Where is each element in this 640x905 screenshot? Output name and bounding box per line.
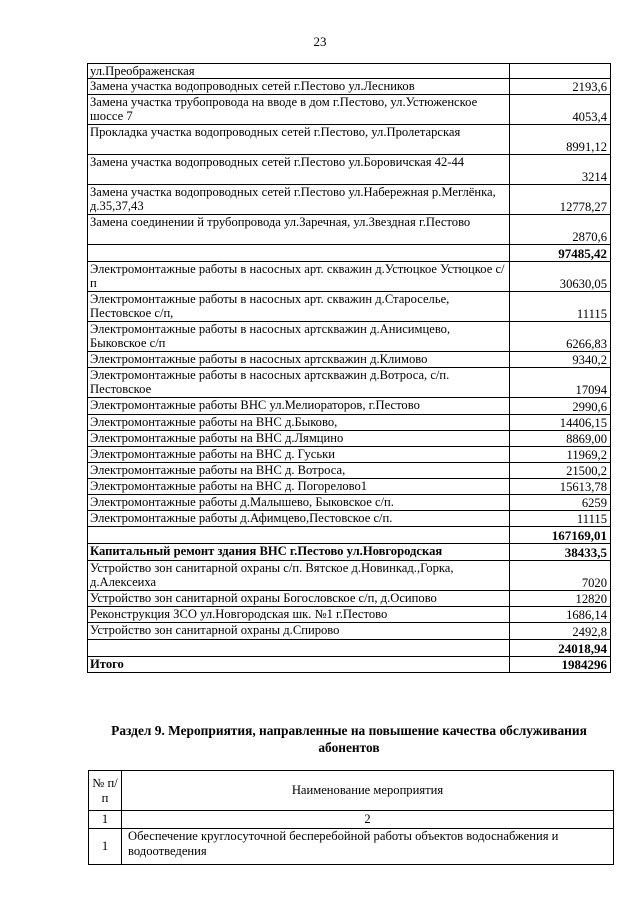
work-description: Электромонтажные работы ВНС ул.Мелиораторов, г.Пестово [88, 398, 510, 415]
work-description: Прокладка участка водопроводных сетей г.Пестово, ул.Пролетарская [88, 125, 510, 155]
work-description: Замена участка водопроводных сетей г.Пестово ул.Лесников [88, 79, 510, 95]
cost-value: 2990,6 [510, 398, 611, 415]
cost-row [88, 591, 611, 607]
cost-value: 9340,2 [510, 352, 611, 368]
cost-value [510, 64, 611, 79]
cost-value: 12778,27 [510, 185, 611, 215]
cost-value: 30630,05 [510, 262, 611, 292]
index-cell-2: 2 [122, 811, 614, 829]
cost-row [88, 352, 611, 368]
cost-row [88, 79, 611, 95]
cost-value: 11969,2 [510, 447, 611, 463]
work-description [88, 640, 510, 657]
cost-row [88, 415, 611, 431]
cost-row [88, 623, 611, 640]
work-description: Устройство зон санитарной охраны Богословское с/п, д.Осипово [88, 591, 510, 607]
cost-value: 97485,42 [510, 245, 611, 262]
cost-value: 38433,5 [510, 544, 611, 561]
work-description: Электромонтажные работы на ВНС д.Быково, [88, 415, 510, 431]
work-description: Капитальный ремонт здания ВНС г.Пестово ул.Новгородская [88, 544, 510, 561]
cost-row [88, 511, 611, 527]
cost-row [88, 95, 611, 125]
cost-table [87, 63, 611, 673]
work-description: Электромонтажные работы в насосных артскважин д.Климово [88, 352, 510, 368]
work-description: Итого [88, 657, 510, 673]
work-description: ул.Преображенская [88, 64, 510, 79]
work-description [88, 527, 510, 544]
work-description: Электромонтажные работы в насосных артскважин д.Вотроса, с/п. Пестовское [88, 368, 510, 398]
work-description: Замена соединении й трубопровода ул.Заречная, ул.Звездная г.Пестово [88, 215, 510, 245]
cost-row [88, 657, 611, 673]
cost-row [88, 527, 611, 544]
cost-value: 24018,94 [510, 640, 611, 657]
cost-row [88, 292, 611, 322]
cost-row [88, 64, 611, 79]
cost-row [88, 479, 611, 495]
cost-value: 12820 [510, 591, 611, 607]
cost-value: 17094 [510, 368, 611, 398]
measures-header-row [89, 771, 614, 811]
work-description: Электромонтажные работы д.Афимцево,Пестовское с/п. [88, 511, 510, 527]
header-number: № п/п [89, 771, 122, 811]
cost-value: 8991,12 [510, 125, 611, 155]
work-description: Замена участка водопроводных сетей г.Пестово ул.Боровичская 42-44 [88, 155, 510, 185]
work-description: Устройство зон санитарной охраны д.Спирово [88, 623, 510, 640]
cost-row [88, 368, 611, 398]
cost-row [88, 431, 611, 447]
work-description: Замена участка водопроводных сетей г.Пестово ул.Набережная р.Меглёнка, д.35,37,43 [88, 185, 510, 215]
cost-value: 14406,15 [510, 415, 611, 431]
cost-value: 7020 [510, 561, 611, 591]
cost-row [88, 447, 611, 463]
measure-number: 1 [89, 829, 122, 865]
cost-row [88, 262, 611, 292]
measure-name: Обеспечение круглосуточной бесперебойной работы объектов водоснабжения и водоотведения [122, 829, 614, 865]
cost-row [88, 640, 611, 657]
page-number: 23 [313, 34, 327, 49]
cost-value: 2193,6 [510, 79, 611, 95]
work-description: Замена участка трубопровода на вводе в дом г.Пестово, ул.Устюженское шоссе 7 [88, 95, 510, 125]
cost-row [88, 398, 611, 415]
cost-row [88, 322, 611, 352]
work-description: Реконструкция ЗСО ул.Новгородская шк. №1 г.Пестово [88, 607, 510, 623]
cost-value: 4053,4 [510, 95, 611, 125]
cost-row [88, 125, 611, 155]
cost-value: 21500,2 [510, 463, 611, 479]
cost-value: 6259 [510, 495, 611, 511]
cost-value: 167169,01 [510, 527, 611, 544]
cost-row [88, 607, 611, 623]
work-description: Электромонтажные работы на ВНС д. Вотроса, [88, 463, 510, 479]
section-9-heading: Раздел 9. Мероприятия, направленные на повышение качества обслуживания абонентов [111, 723, 587, 755]
cost-row [88, 561, 611, 591]
work-description: Электромонтажные работы д.Малышево, Быковское с/п. [88, 495, 510, 511]
cost-value: 11115 [510, 511, 611, 527]
work-description: Электромонтажные работы на ВНС д. Гуськи [88, 447, 510, 463]
work-description: Электромонтажные работы в насосных арт. скважин д.Староселье, Пестовское с/п, [88, 292, 510, 322]
cost-value: 1686,14 [510, 607, 611, 623]
cost-row [88, 495, 611, 511]
cost-value: 2492,8 [510, 623, 611, 640]
work-description: Устройство зон санитарной охраны с/п. Вятское д.Новинкад.,Горка, д.Алексеиха [88, 561, 510, 591]
cost-row [88, 185, 611, 215]
cost-row [88, 544, 611, 561]
work-description: Электромонтажные работы в насосных артскважин д.Анисимцево, Быковское с/п [88, 322, 510, 352]
cost-value: 15613,78 [510, 479, 611, 495]
cost-value: 8869,00 [510, 431, 611, 447]
work-description: Электромонтажные работы на ВНС д.Лямцино [88, 431, 510, 447]
cost-row [88, 245, 611, 262]
measures-table [88, 770, 614, 865]
cost-value: 3214 [510, 155, 611, 185]
cost-row [88, 215, 611, 245]
measures-index-row [89, 811, 614, 829]
work-description [88, 245, 510, 262]
cost-row [88, 463, 611, 479]
cost-value: 11115 [510, 292, 611, 322]
cost-value: 2870,6 [510, 215, 611, 245]
index-cell-1: 1 [89, 811, 122, 829]
cost-row [88, 155, 611, 185]
header-name: Наименование мероприятия [122, 771, 614, 811]
work-description: Электромонтажные работы в насосных арт. скважин д.Устюцкое Устюцкое с/п [88, 262, 510, 292]
measures-row [89, 829, 614, 865]
cost-value: 6266,83 [510, 322, 611, 352]
cost-value: 1984296 [510, 657, 611, 673]
work-description: Электромонтажные работы на ВНС д. Погорелово1 [88, 479, 510, 495]
